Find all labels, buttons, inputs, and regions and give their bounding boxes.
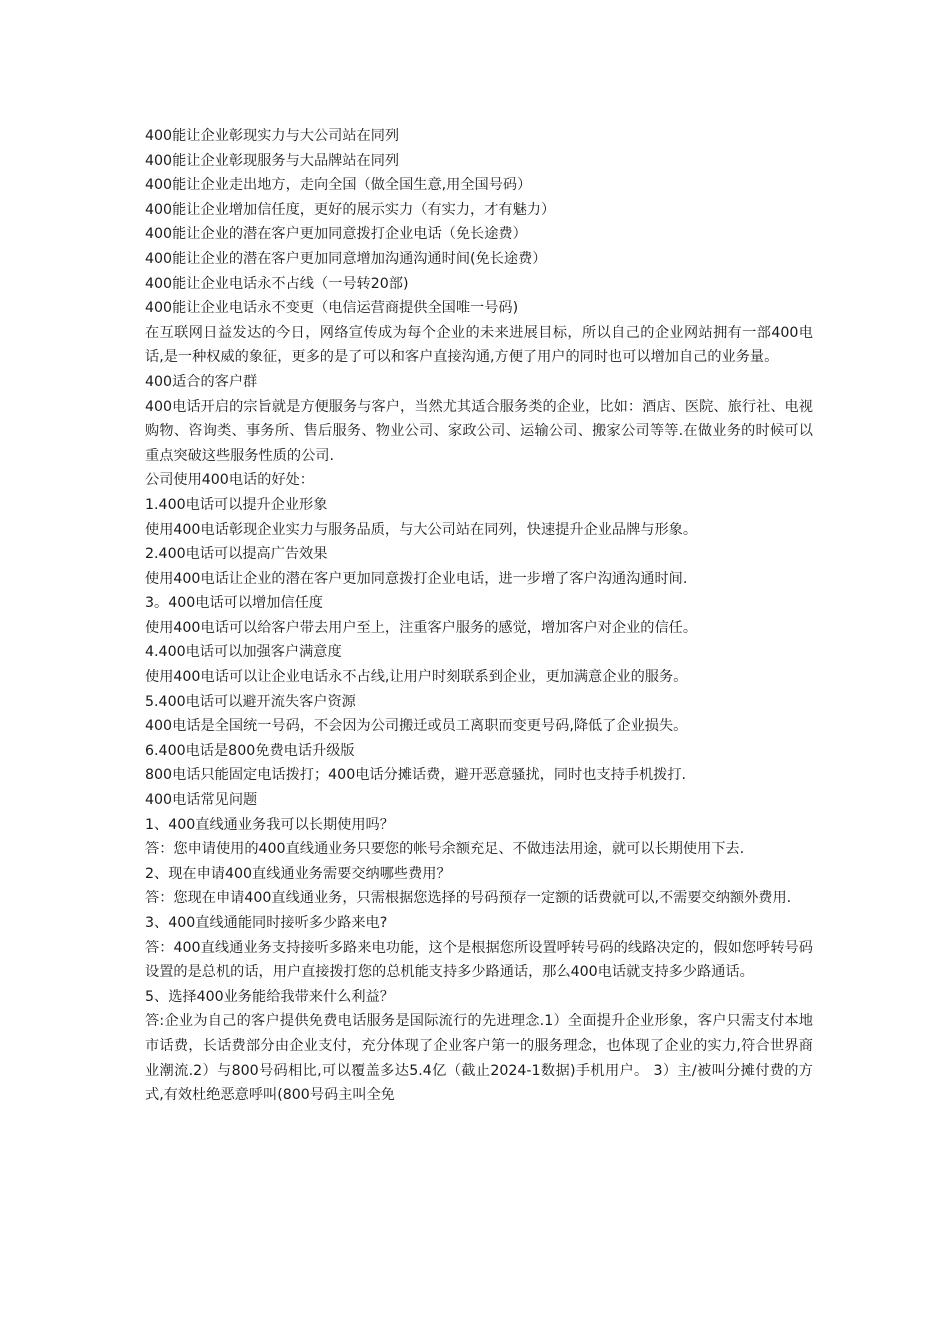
paragraph: 400能让企业的潜在客户更加同意增加沟通沟通时间(免长途费） [145,250,547,267]
paragraph: 400能让企业电话永不变更（电信运营商提供全国唯一号码) [145,300,519,317]
paragraph: 400能让企业彰现服务与大品牌站在同列 [145,152,400,169]
section-heading: 400电话常见问题 [145,792,258,809]
faq-question: 2、现在申请400直线通业务需要交纳哪些费用？ [145,865,451,882]
paragraph: 在互联网日益发达的今日，网络宣传成为每个企业的未来进展目标，所以自己的企业网站拥有一部400电话,是一种权威的象征，更多的是了可以和客户直接沟通,方便了用户的同时也可以增加自己的业务量。 [145,324,813,366]
paragraph: 400能让企业彰现实力与大公司站在同列 [145,128,400,144]
faq-question: 5、选择400业务能给我带来什么利益？ [145,988,394,1005]
paragraph: 400能让企业电话永不占线（一号转20部) [145,275,409,292]
paragraph: 800电话只能固定电话拨打；400电话分摊话费，避开恶意骚扰，同时也支持手机拨打. [145,767,687,784]
faq-question: 1、400直线通业务我可以长期使用吗？ [145,816,394,833]
section-heading: 400适合的客户群 [145,373,258,390]
paragraph: 400能让企业的潜在客户更加同意拨打企业电话（免长途费） [145,226,527,243]
paragraph: 400电话开启的宗旨就是方便服务与客户，当然尤其适合服务类的企业，比如：酒店、医院、旅行社、电视购物、咨询类、事务所、售后服务、物业公司、家政公司、运输公司、搬家公司等等.在做业务的时候可以重点突破这些服务性质的公司. [145,398,813,464]
list-item-heading: 1.400电话可以提升企业形象 [145,496,328,513]
faq-answer: 答:企业为自己的客户提供免费电话服务是国际流行的先进理念.1）全面提升企业形象，客户只需支付本地市话费，长话费部分由企业支付，充分体现了企业客户第一的服务理念，也体现了企业的实力,符合世界商业潮流.2）与800号码相比,可以覆盖多达5.4亿（截止2024-1数据)手机用户。 3）主/被叫分摊付费的方式,有效杜绝恶意呼叫(800号码主叫全免 [145,1013,813,1104]
paragraph: 使用400电话可以给客户带去用户至上，注重客户服务的感觉，增加客户对企业的信任。 [145,619,698,636]
faq-answer: 答：您申请使用的400直线通业务只要您的帐号余额充足、不做违法用途，就可以长期使用下去. [145,841,745,858]
paragraph: 使用400电话彰现企业实力与服务品质，与大公司站在同列，快速提升企业品牌与形象。 [145,521,698,538]
list-item-heading: 6.400电话是800免费电话升级版 [145,742,355,759]
paragraph: 400能让企业走出地方，走向全国（做全国生意,用全国号码） [145,177,532,194]
paragraph: 使用400电话让企业的潜在客户更加同意拨打企业电话，进一步增了客户沟通沟通时间. [145,570,688,587]
list-item-heading: 4.400电话可以加强客户满意度 [145,644,342,661]
list-item-heading: 5.400电话可以避开流失客户资源 [145,693,356,710]
paragraph: 使用400电话可以让企业电话永不占线,让用户时刻联系到企业，更加满意企业的服务。 [145,669,688,686]
paragraph: 400能让企业增加信任度，更好的展示实力（有实力，才有魅力） [145,201,556,218]
faq-answer: 答：400直线通业务支持接听多路来电功能，这个是根据您所设置呼转号码的线路决定的，假如您呼转号码设置的是总机的话，用户直接拨打您的总机能支持多少路通话，那么400电话就支持多少路通话。 [145,939,813,981]
list-item-heading: 3。400电话可以增加信任度 [145,595,323,612]
document-body [145,124,813,1108]
paragraph: 400电话是全国统一号码，不会因为公司搬迁或员工离职而变更号码,降低了企业损失。 [145,718,688,735]
faq-question: 3、400直线通能同时接听多少路来电? [145,915,388,931]
faq-answer: 答：您现在申请400直线通业务，只需根据您选择的号码预存一定额的话费就可以,不需要交纳额外费用. [145,890,792,907]
section-heading: 公司使用400电话的好处： [145,472,314,489]
list-item-heading: 2.400电话可以提高广告效果 [145,546,328,563]
